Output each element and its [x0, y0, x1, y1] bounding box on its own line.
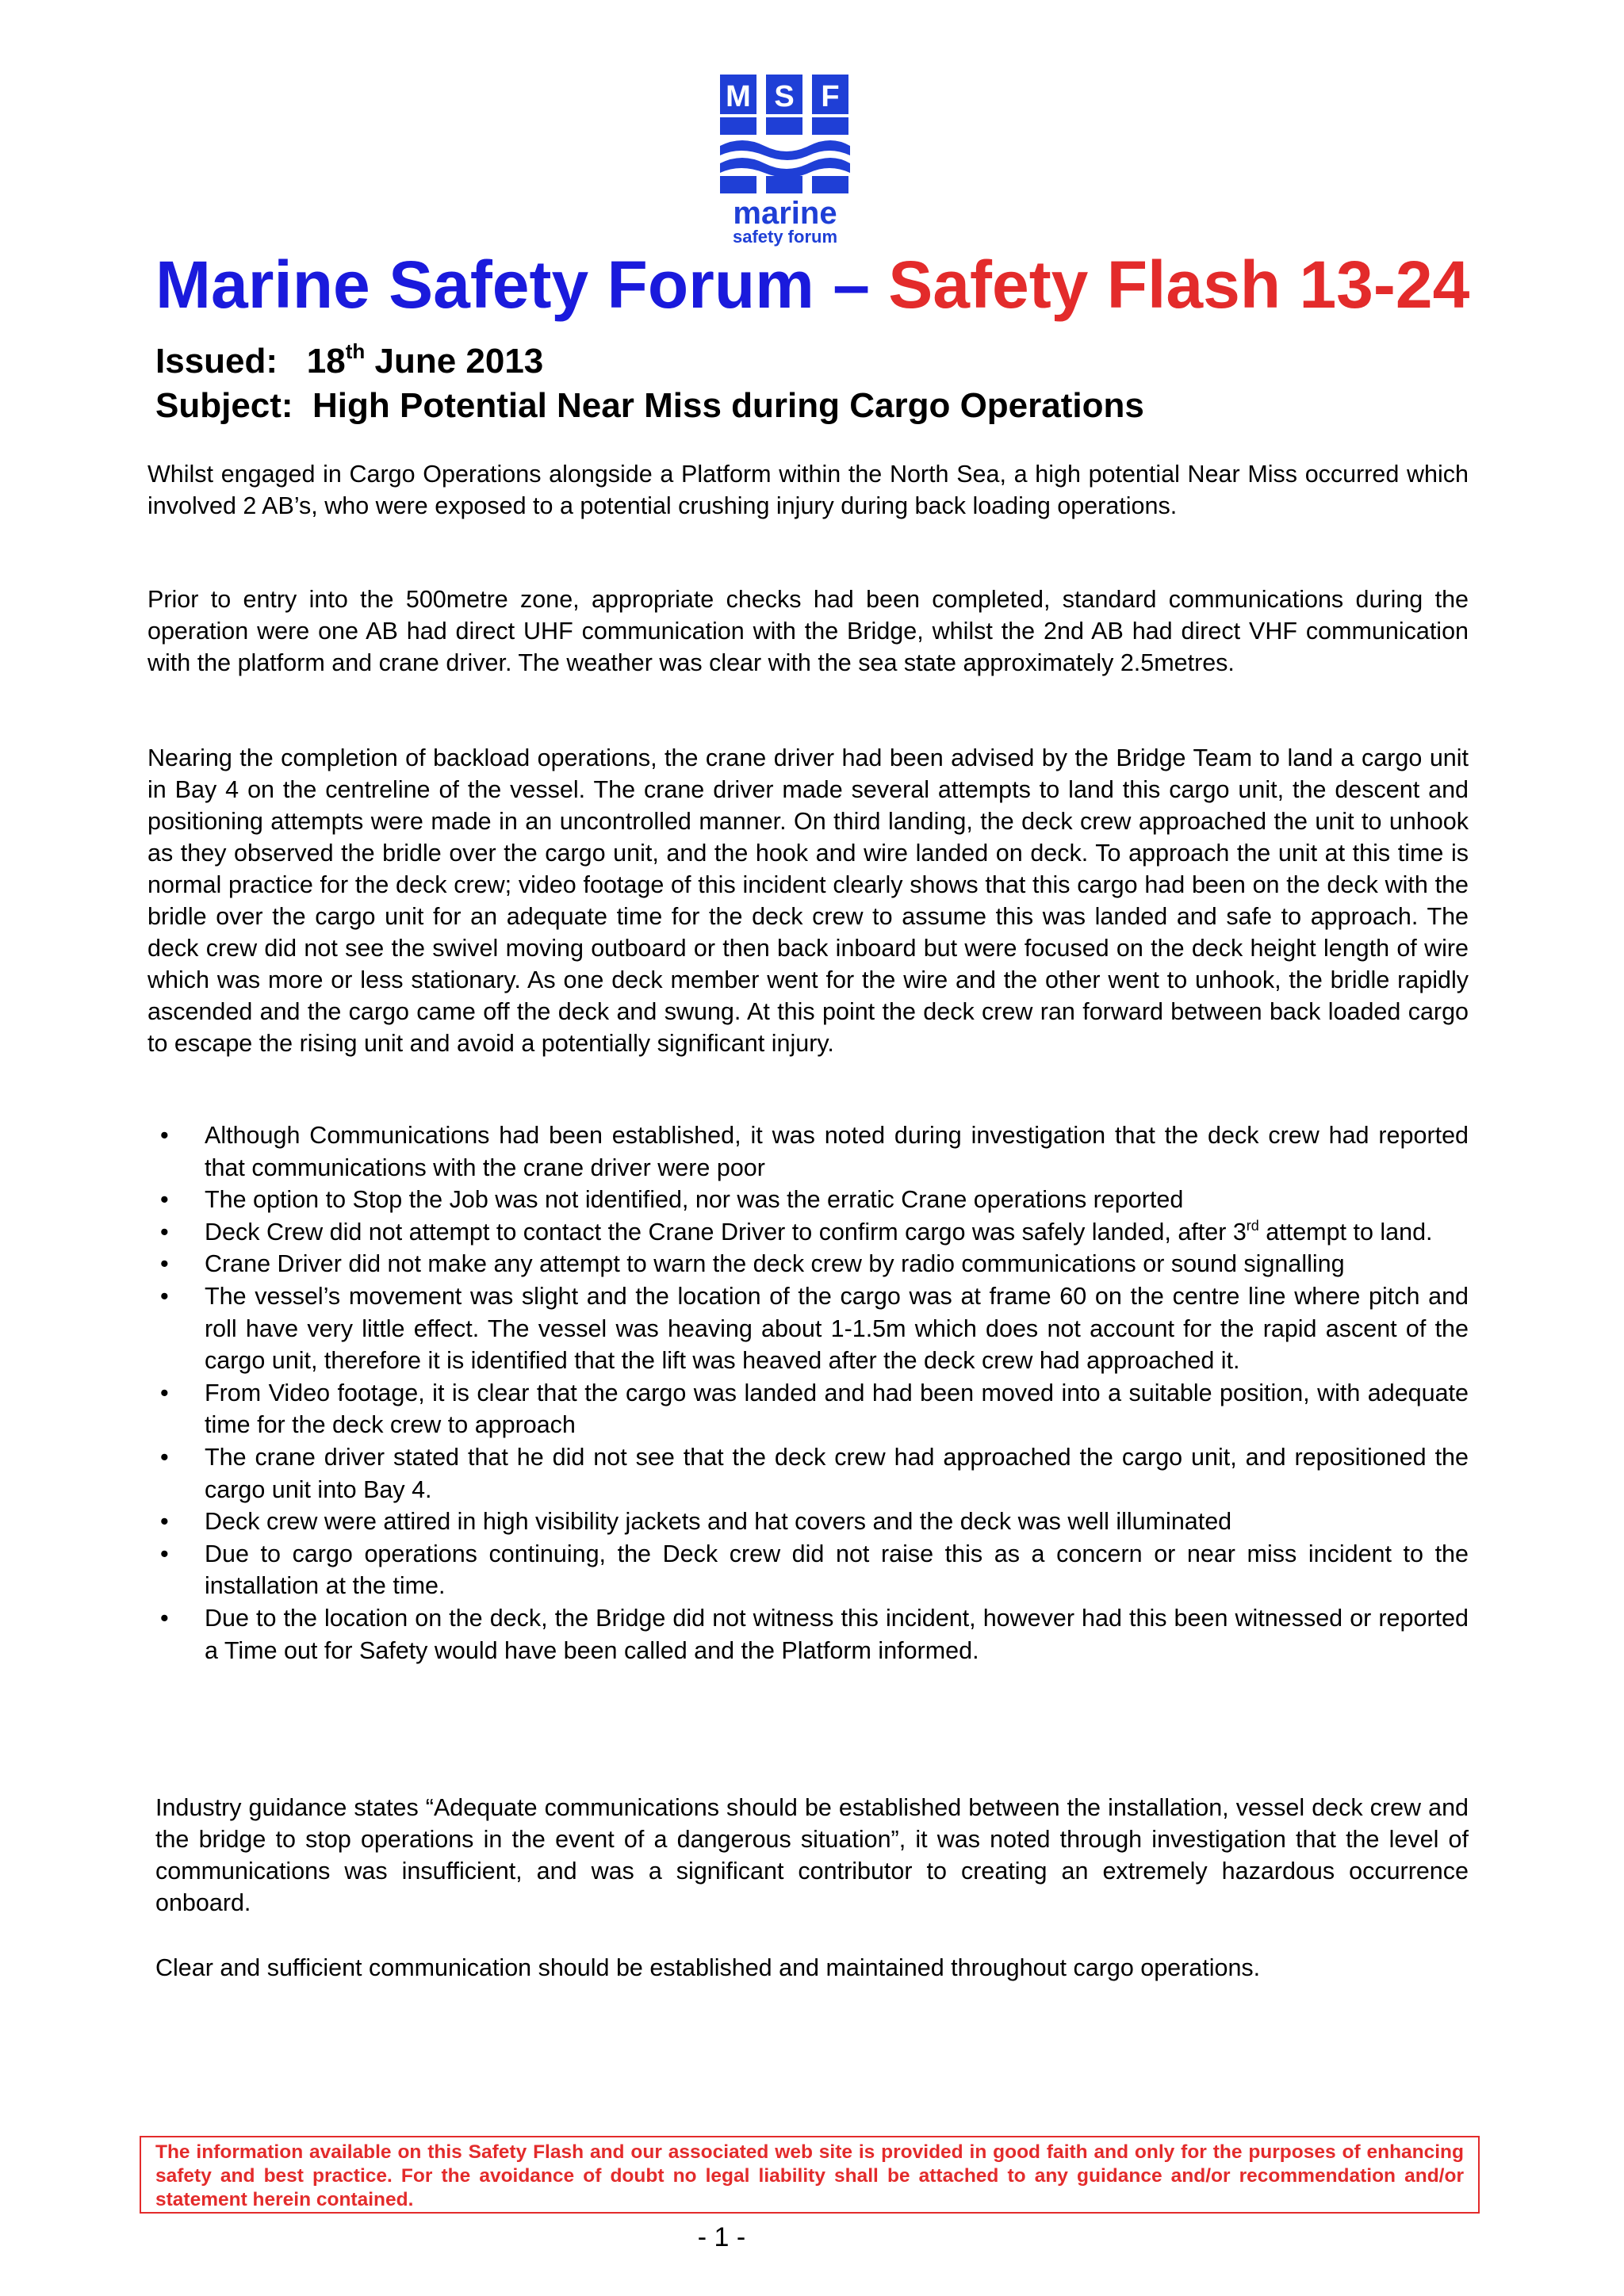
subject-line: [155, 384, 1144, 428]
list-item: • The crane driver stated that he did not see that the deck crew had approached the cargo unit, and repositioned the cargo unit into Bay 4.: [147, 1441, 1469, 1506]
logo-letter-s: S: [774, 80, 795, 113]
list-item: • From Video footage, it is clear that the cargo was landed and had been moved into a suitable position, with adequate time for the deck crew to approach: [147, 1377, 1469, 1441]
title-org: Marine Safety Forum –: [155, 247, 870, 322]
list-item: • Although Communications had been established, it was noted during investigation that the deck crew had reported that communications with the crane driver were poor: [147, 1119, 1469, 1184]
paragraph-incident-details: Nearing the completion of backload operations, the crane driver had been advised by the Bridge Team to land a cargo unit in Bay 4 on the centreline of the vessel. The crane driver made several attempts to land this cargo unit, the descent and positioning attempts were made in an uncontrolled manner. On third landing, the deck crew approached the unit to unhook as they observed the bridle over the cargo unit, and the hook and wire landed on deck. To approach the unit at this time is normal practice for the deck crew; video footage of this incident clearly shows that this cargo had been on the deck with the bridle over the cargo unit for an adequate time for the deck crew to assume this was landed and safe to approach. The deck crew did not see the swivel moving outboard or then back inboard but were focused on the deck height length of wire which was more or less stationary. As one deck member went for the wire and the other went to unhook, the bridle rapidly ascended and the cargo came off the deck and swung. At this point the deck crew ran forward between back loaded cargo to escape the rising unit and avoid a potentially significant injury.: [147, 744, 1469, 1057]
logo-word-marine: marine: [733, 196, 837, 231]
list-item: • Deck Crew did not attempt to contact the Crane Driver to confirm cargo was safely landed, after 3rd attempt to land.: [147, 1216, 1469, 1249]
logo-wave-2: [720, 158, 850, 178]
paragraph-conclusion: Clear and sufficient communication should be established and maintained throughout cargo operations.: [155, 1954, 1261, 1981]
bullet-icon: •: [160, 1443, 169, 1471]
issued-month-year: June 2013: [374, 342, 544, 381]
logo-word-safety-forum: safety forum: [732, 227, 838, 247]
logo-wave-1: [720, 140, 850, 160]
paragraph-pre-entry-checks: Prior to entry into the 500metre zone, appropriate checks had been completed, standard communications during the operation were one AB had direct UHF communication with the Bridge, whilst the 2nd AB had direct VHF communication with the platform and crane driver. The weather was clear with the sea state approximately 2.5metres.: [147, 586, 1469, 676]
list-item: • Due to cargo operations continuing, the Deck crew did not raise this as a concern or near miss incident to the installation at the time.: [147, 1538, 1469, 1602]
bullet-icon: •: [160, 1540, 169, 1567]
issued-day-suffix: th: [345, 339, 366, 363]
issued-day: 18: [306, 342, 346, 381]
issued-line: [155, 339, 543, 384]
page-title: [155, 241, 1469, 328]
paragraph-incident-summary: Whilst engaged in Cargo Operations alongside a Platform within the North Sea, a high potential Near Miss occurred which involved 2 AB’s, who were exposed to a potential crushing injury during back loading operations.: [147, 461, 1469, 519]
subject-text: High Potential Near Miss during Cargo Operations: [312, 386, 1144, 425]
page-number: - 1 -: [697, 2222, 746, 2252]
logo-letter-m: M: [726, 80, 751, 113]
list-item: • The option to Stop the Job was not identified, nor was the erratic Crane operations reported: [147, 1184, 1469, 1216]
bullet-icon: •: [160, 1282, 169, 1310]
list-item: • Due to the location on the deck, the Bridge did not witness this incident, however had this been witnessed or reported a Time out for Safety would have been called and the Platform informed.: [147, 1602, 1469, 1667]
paragraph-industry-guidance: Industry guidance states “Adequate communications should be established between the installation, vessel deck crew and the bridge to stop operations in the event of a dangerous situation”, it was noted through investigation that the level of communications was insufficient, and was a significant contributor to creating an extremely hazardous occurrence onboard.: [155, 1794, 1469, 1916]
findings-list: [147, 1119, 1469, 1667]
msf-logo: [718, 73, 852, 247]
bullet-icon: •: [160, 1186, 169, 1214]
issued-label: Issued:: [155, 342, 278, 381]
list-item: • Deck crew were attired in high visibility jackets and hat covers and the deck was well illuminated: [147, 1506, 1469, 1538]
bullet-icon: •: [160, 1508, 169, 1536]
logo-letter-f: F: [821, 80, 840, 113]
bullet-icon: •: [160, 1122, 169, 1149]
bullet-icon: •: [160, 1379, 169, 1406]
title-flash-number: Safety Flash 13-24: [888, 247, 1470, 322]
bullet-superscript: rd: [1246, 1217, 1259, 1234]
disclaimer-box: The information available on this Safety Flash and our associated web site is provided in good faith and only for the purposes of enhancing safety and best practice. For the avoidance of doubt no legal liability shall be attached to any guidance and/or recommendation and/or statement herein contained.: [140, 2136, 1480, 2214]
bullet-icon: •: [160, 1218, 169, 1246]
list-item: • Crane Driver did not make any attempt to warn the deck crew by radio communications or sound signalling: [147, 1248, 1469, 1280]
bullet-icon: •: [160, 1250, 169, 1278]
list-item: • The vessel’s movement was slight and the location of the cargo was at frame 60 on the centre line where pitch and roll have very little effect. The vessel was heaving about 1-1.5m which does not account for the rapid ascent of the cargo unit, therefore it is identified that the lift was heaved after the deck crew had approached it.: [147, 1280, 1469, 1377]
bullet-icon: •: [160, 1604, 169, 1632]
subject-label: Subject:: [155, 386, 293, 425]
